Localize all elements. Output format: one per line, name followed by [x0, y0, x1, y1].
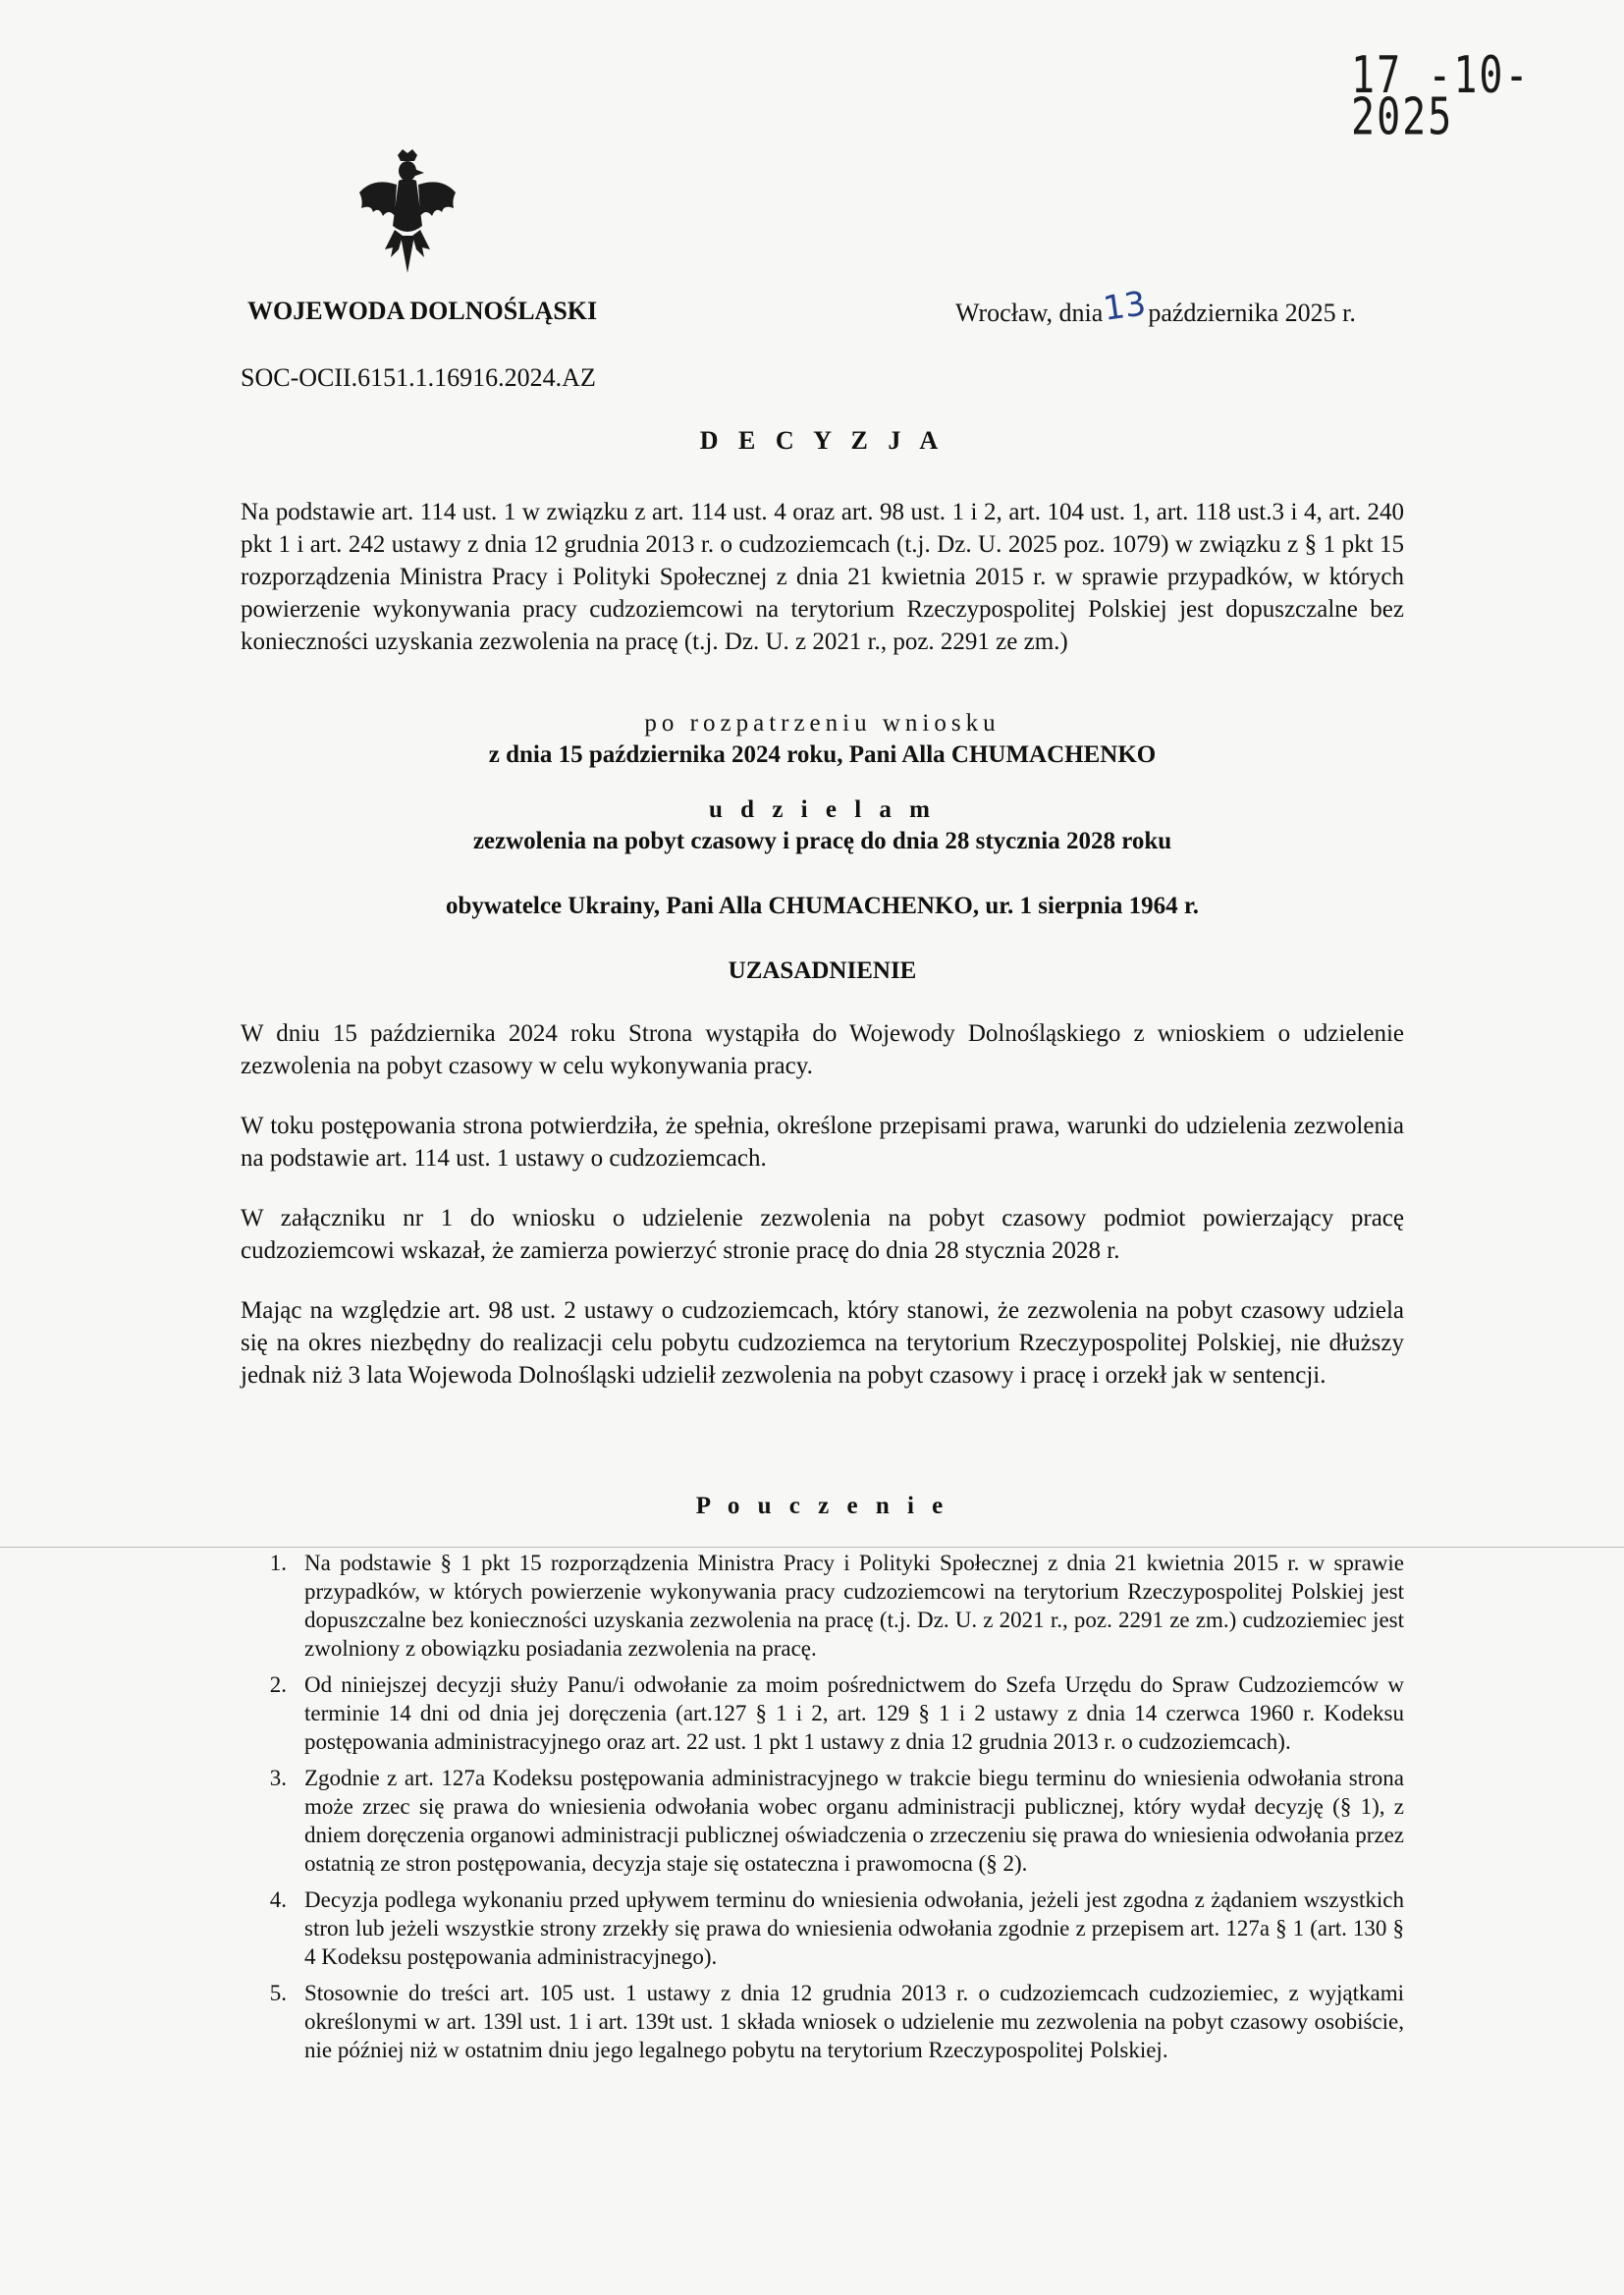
- instruction-number: 5.: [269, 1981, 287, 2005]
- place-date-suffix: października 2025 r.: [1148, 299, 1356, 327]
- after-review-line: po rozpatrzeniu wniosku: [644, 710, 1001, 737]
- instruction-text: Zgodnie z art. 127a Kodeksu postępowania administracyjnego w trakcie biegu terminu do wniesienia odwołania strona może zrzec się prawa do wniesienia odwołania wobec organu administracji publicznej, który wydał decyzję (§ 1), z dniem doręczenia organowi administracji publicznej oświadczenia o zrzeczeniu się prawa do wniesienia odwołania przez ostatnią ze stron postępowania, decyzja staje się ostateczna i prawomocna (§ 2).: [304, 1766, 1404, 1876]
- instruction-number: 1.: [269, 1551, 287, 1575]
- grant-verb: u d z i e l a m: [709, 796, 936, 823]
- instruction-number: 4.: [269, 1887, 287, 1912]
- case-number: SOC-OCII.6151.1.16916.2024.AZ: [241, 363, 596, 392]
- justification-paragraph: W dniu 15 października 2024 roku Strona wystąpiła do Wojewody Dolnośląskiego z wnioskiem o udzielenie zezwolenia na pobyt czasowy w celu wykonywania pracy.: [241, 1020, 1404, 1079]
- application-date-line: z dnia 15 października 2024 roku, Pani Alla CHUMACHENKO: [488, 741, 1157, 768]
- decision-title: D E C Y Z J A: [699, 426, 946, 455]
- justification-title: UZASADNIENIE: [728, 957, 917, 984]
- instruction-number: 3.: [269, 1766, 287, 1790]
- instruction-item: [257, 1549, 1404, 1663]
- instructions-list: [257, 1549, 1404, 2072]
- instructions-title: P o u c z e n i e: [695, 1493, 949, 1519]
- justification-paragraph: W toku postępowania strona potwierdziła, że spełnia, określone przepisami prawa, warunki do udzielenia zezwolenia na podstawie art. 114 ust. 1 ustawy o cudzoziemcach.: [241, 1113, 1404, 1172]
- instruction-item: [257, 1764, 1404, 1878]
- instruction-text: Stosownie do treści art. 105 ust. 1 ustawy z dnia 12 grudnia 2013 r. o cudzoziemcach cudzoziemiec, z wyjątkami określonymi w art. 139l ust. 1 i art. 139t ust. 1 składa wniosek o udzielenie mu zezwolenia na pobyt czasowy osobiście, nie później niż w ostatnim dniu jego legalnego pobytu na terytorium Rzeczypospolitej Polskiej.: [304, 1981, 1404, 2062]
- instruction-text: Od niniejszej decyzji służy Panu/i odwołanie za moim pośrednictwem do Szefa Urzędu do Spraw Cudzoziemców w terminie 14 dni od dnia jej doręczenia (art.127 § 1 i 2, art. 129 § 1 i 2 ustawy z dnia 14 czerwca 1960 r. Kodeksu postępowania administracyjnego oraz art. 22 ust. 1 pkt 1 ustawy z dnia 12 grudnia 2013 r. o cudzoziemcach).: [304, 1672, 1404, 1754]
- instruction-text: Decyzja podlega wykonaniu przed upływem terminu do wniesienia odwołania, jeżeli jest zgodna z żądaniem wszystkich stron lub jeżeli wszystkie strony zrzekły się prawa do wniesienia odwołania zgodnie z przepisem art. 127a § 1 (art. 130 § 4 Kodeksu postępowania administracyjnego).: [304, 1887, 1404, 1969]
- instruction-item: [257, 1670, 1404, 1756]
- page-fold-line: [0, 1547, 1624, 1548]
- justification-paragraph: Mając na względzie art. 98 ust. 2 ustawy o cudzoziemcach, który stanowi, że zezwolenia na pobyt czasowy udziela się na okres niezbędny do realizacji celu pobytu cudzoziemca na terytorium Rzeczypospolitej Polskiej, nie dłuższy jednak niż 3 lata Wojewoda Dolnośląski udzielił zezwolenia na pobyt czasowy i pracę i orzekł jak w sentencji.: [241, 1297, 1404, 1389]
- handwritten-day: 13: [1101, 284, 1149, 329]
- legal-basis-paragraph: Na podstawie art. 114 ust. 1 w związku z art. 114 ust. 4 oraz art. 98 ust. 1 i 2, art. 104 ust. 1, art. 118 ust.3 i 4, art. 240 pkt 1 i art. 242 ustawy z dnia 12 grudnia 2013 r. o cudzoziemcach (t.j. Dz. U. 2025 poz. 1079) w związku z § 1 pkt 15 rozporządzenia Ministra Pracy i Polityki Społecznej z dnia 21 kwietnia 2015 r. w sprawie przypadków, w których powierzenie wykonywania pracy cudzoziemcowi na terytorium Rzeczypospolitej Polskiej jest dopuszczalne bez konieczności uzyskania zezwolenia na pracę (t.j. Dz. U. z 2021 r., poz. 2291 ze zm.): [241, 499, 1404, 655]
- instruction-number: 2.: [269, 1672, 287, 1697]
- place-and-date: [955, 284, 1356, 329]
- instruction-item: [257, 1885, 1404, 1971]
- justification-paragraph: W załączniku nr 1 do wniosku o udzielenie zezwolenia na pobyt czasowy podmiot powierzający pracę cudzoziemcowi wskazał, że zamierza powierzyć stronie pracę do dnia 28 stycznia 2028 r.: [241, 1205, 1404, 1264]
- instruction-text: Na podstawie § 1 pkt 15 rozporządzenia Ministra Pracy i Polityki Społecznej z dnia 21 kwietnia 2015 r. w sprawie przypadków, w których powierzenie wykonywania pracy cudzoziemcowi na terytorium Rzeczypospolitej Polskiej jest dopuszczalne bez konieczności uzyskania zezwolenia na pracę (t.j. Dz. U. z 2021 r., poz. 2291 ze zm.) cudzoziemiec jest zwolniony z obowiązku posiadania zezwolenia na pracę.: [304, 1551, 1404, 1661]
- polish-eagle-emblem-icon: [353, 147, 461, 285]
- instruction-item: [257, 1979, 1404, 2064]
- received-date-stamp: 17 -10- 2025: [1351, 46, 1531, 147]
- issuing-authority: WOJEWODA DOLNOŚLĄSKI: [247, 297, 598, 325]
- place-date-prefix: Wrocław, dnia: [955, 299, 1104, 327]
- citizen-line: obywatelce Ukrainy, Pani Alla CHUMACHENKO, ur. 1 sierpnia 1964 r.: [446, 893, 1199, 919]
- permit-line: zezwolenia na pobyt czasowy i pracę do dnia 28 stycznia 2028 roku: [472, 828, 1172, 854]
